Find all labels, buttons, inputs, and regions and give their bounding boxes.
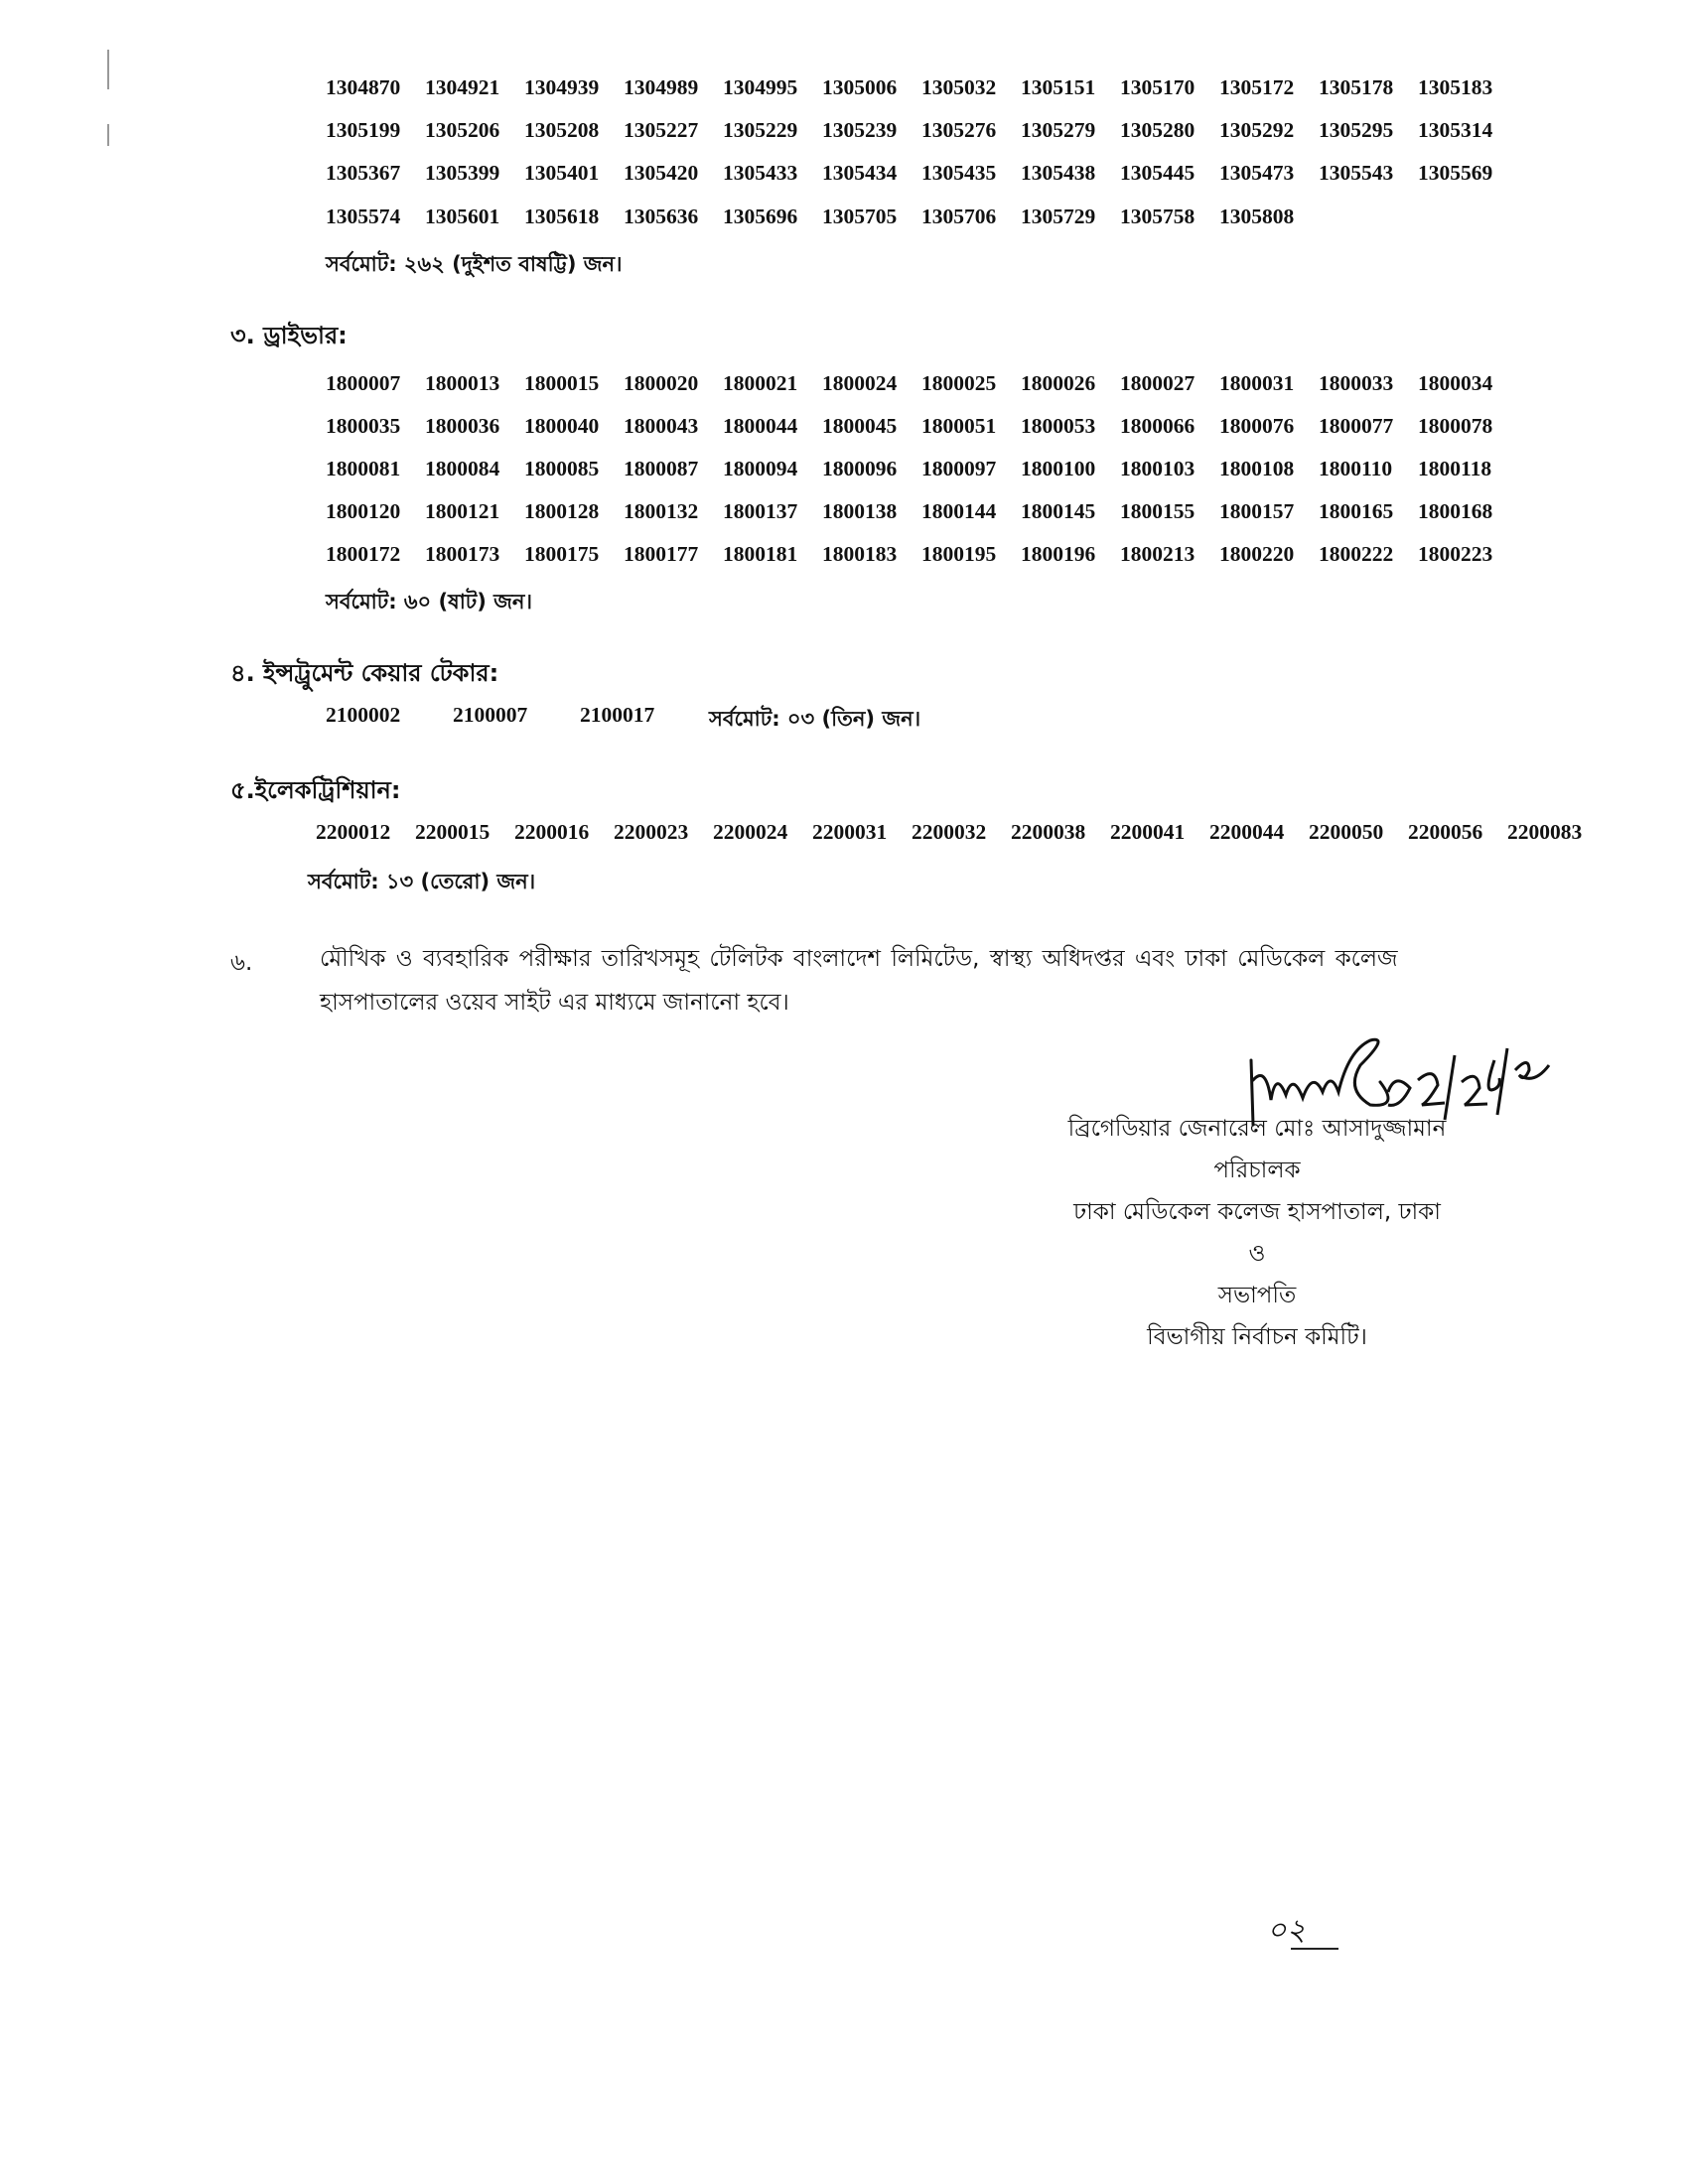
section6-number: ৬. xyxy=(230,950,253,976)
section3-row-1: 1800007 1800013 1800015 1800020 1800021 1800024 1800025 1800026 1800027 1800031 1800033 1800034 xyxy=(326,371,1493,395)
section4-heading: ৪. ইন্সট্রুমেন্ট কেয়ার টেকার: xyxy=(230,659,499,687)
scan-mark-1 xyxy=(107,50,109,89)
section6-line-2: হাসপাতালের ওয়েব সাইট এর মাধ্যমে জানানো হবে। xyxy=(320,990,789,1016)
section4-total: সর্বমোট: ০৩ (তিন) জন। xyxy=(709,707,921,731)
section2-row-4: 1305574 1305601 1305618 1305636 1305696 1305705 1305706 1305729 1305758 1305808 xyxy=(326,205,1295,228)
section5-total: সর্বমোট: ১৩ (তেরো) জন। xyxy=(308,870,536,893)
section3-row-4: 1800120 1800121 1800128 1800132 1800137 1800138 1800144 1800145 1800155 1800157 1800165 1800168 xyxy=(326,499,1493,523)
signatory-committee: বিভাগীয় নির্বাচন কমিটি। xyxy=(1147,1324,1367,1350)
page-number-underline xyxy=(1291,1948,1338,1950)
section3-row-3: 1800081 1800084 1800085 1800087 1800094 1800096 1800097 1800100 1800103 1800108 1800110 1800118 xyxy=(326,457,1492,480)
section3-total: সর্বমোট: ৬০ (ষাট) জন। xyxy=(326,590,532,614)
section3-row-2: 1800035 1800036 1800040 1800043 1800044 1800045 1800051 1800053 1800066 1800076 1800077 1800078 xyxy=(326,414,1493,438)
section2-total: সর্বমোট: ২৬২ (দুইশত বাষট্টি) জন। xyxy=(326,252,623,276)
signatory-institution: ঢাকা মেডিকেল কলেজ হাসপাতাল, ঢাকা xyxy=(1073,1199,1441,1225)
section5-heading: ৫.ইলেকট্রিশিয়ান: xyxy=(230,776,401,804)
section2-row-3: 1305367 1305399 1305401 1305420 1305433 1305434 1305435 1305438 1305445 1305473 1305543 1305569 xyxy=(326,161,1493,185)
section6-line-1: মৌখিক ও ব্যবহারিক পরীক্ষার তারিখসমূহ টেলিটক বাংলাদেশ লিমিটেড, স্বাস্থ্য অধিদপ্তর এবং ঢাকা মেডিকেল কলেজ xyxy=(320,946,1398,972)
signatory-conjunction: ও xyxy=(1248,1241,1266,1267)
section3-row-5: 1800172 1800173 1800175 1800177 1800181 1800183 1800195 1800196 1800213 1800220 1800222 1800223 xyxy=(326,542,1493,566)
section2-row-2: 1305199 1305206 1305208 1305227 1305229 1305239 1305276 1305279 1305280 1305292 1305295 1305314 xyxy=(326,118,1493,142)
scan-mark-2 xyxy=(107,124,109,146)
signatory-name: ব্রিগেডিয়ার জেনারেল মোঃ আসাদুজ্জামান xyxy=(1067,1116,1447,1142)
section3-heading: ৩. ড্রাইভার: xyxy=(230,322,348,349)
signatory-role: সভাপতি xyxy=(1217,1283,1297,1308)
section4-row: 2100002 2100007 2100017 সর্বমোট: ০৩ (তিন) জন। xyxy=(326,703,920,738)
section5-row: 2200012 2200015 2200016 2200023 2200024 2200031 2200032 2200038 2200041 2200044 2200050 2200056 2200083 xyxy=(316,820,1583,844)
page-number: ০২ xyxy=(1267,1913,1307,1948)
section2-row-1: 1304870 1304921 1304939 1304989 1304995 1305006 1305032 1305151 1305170 1305172 1305178 1305183 xyxy=(326,75,1493,99)
signatory-title: পরিচালক xyxy=(1213,1158,1301,1183)
